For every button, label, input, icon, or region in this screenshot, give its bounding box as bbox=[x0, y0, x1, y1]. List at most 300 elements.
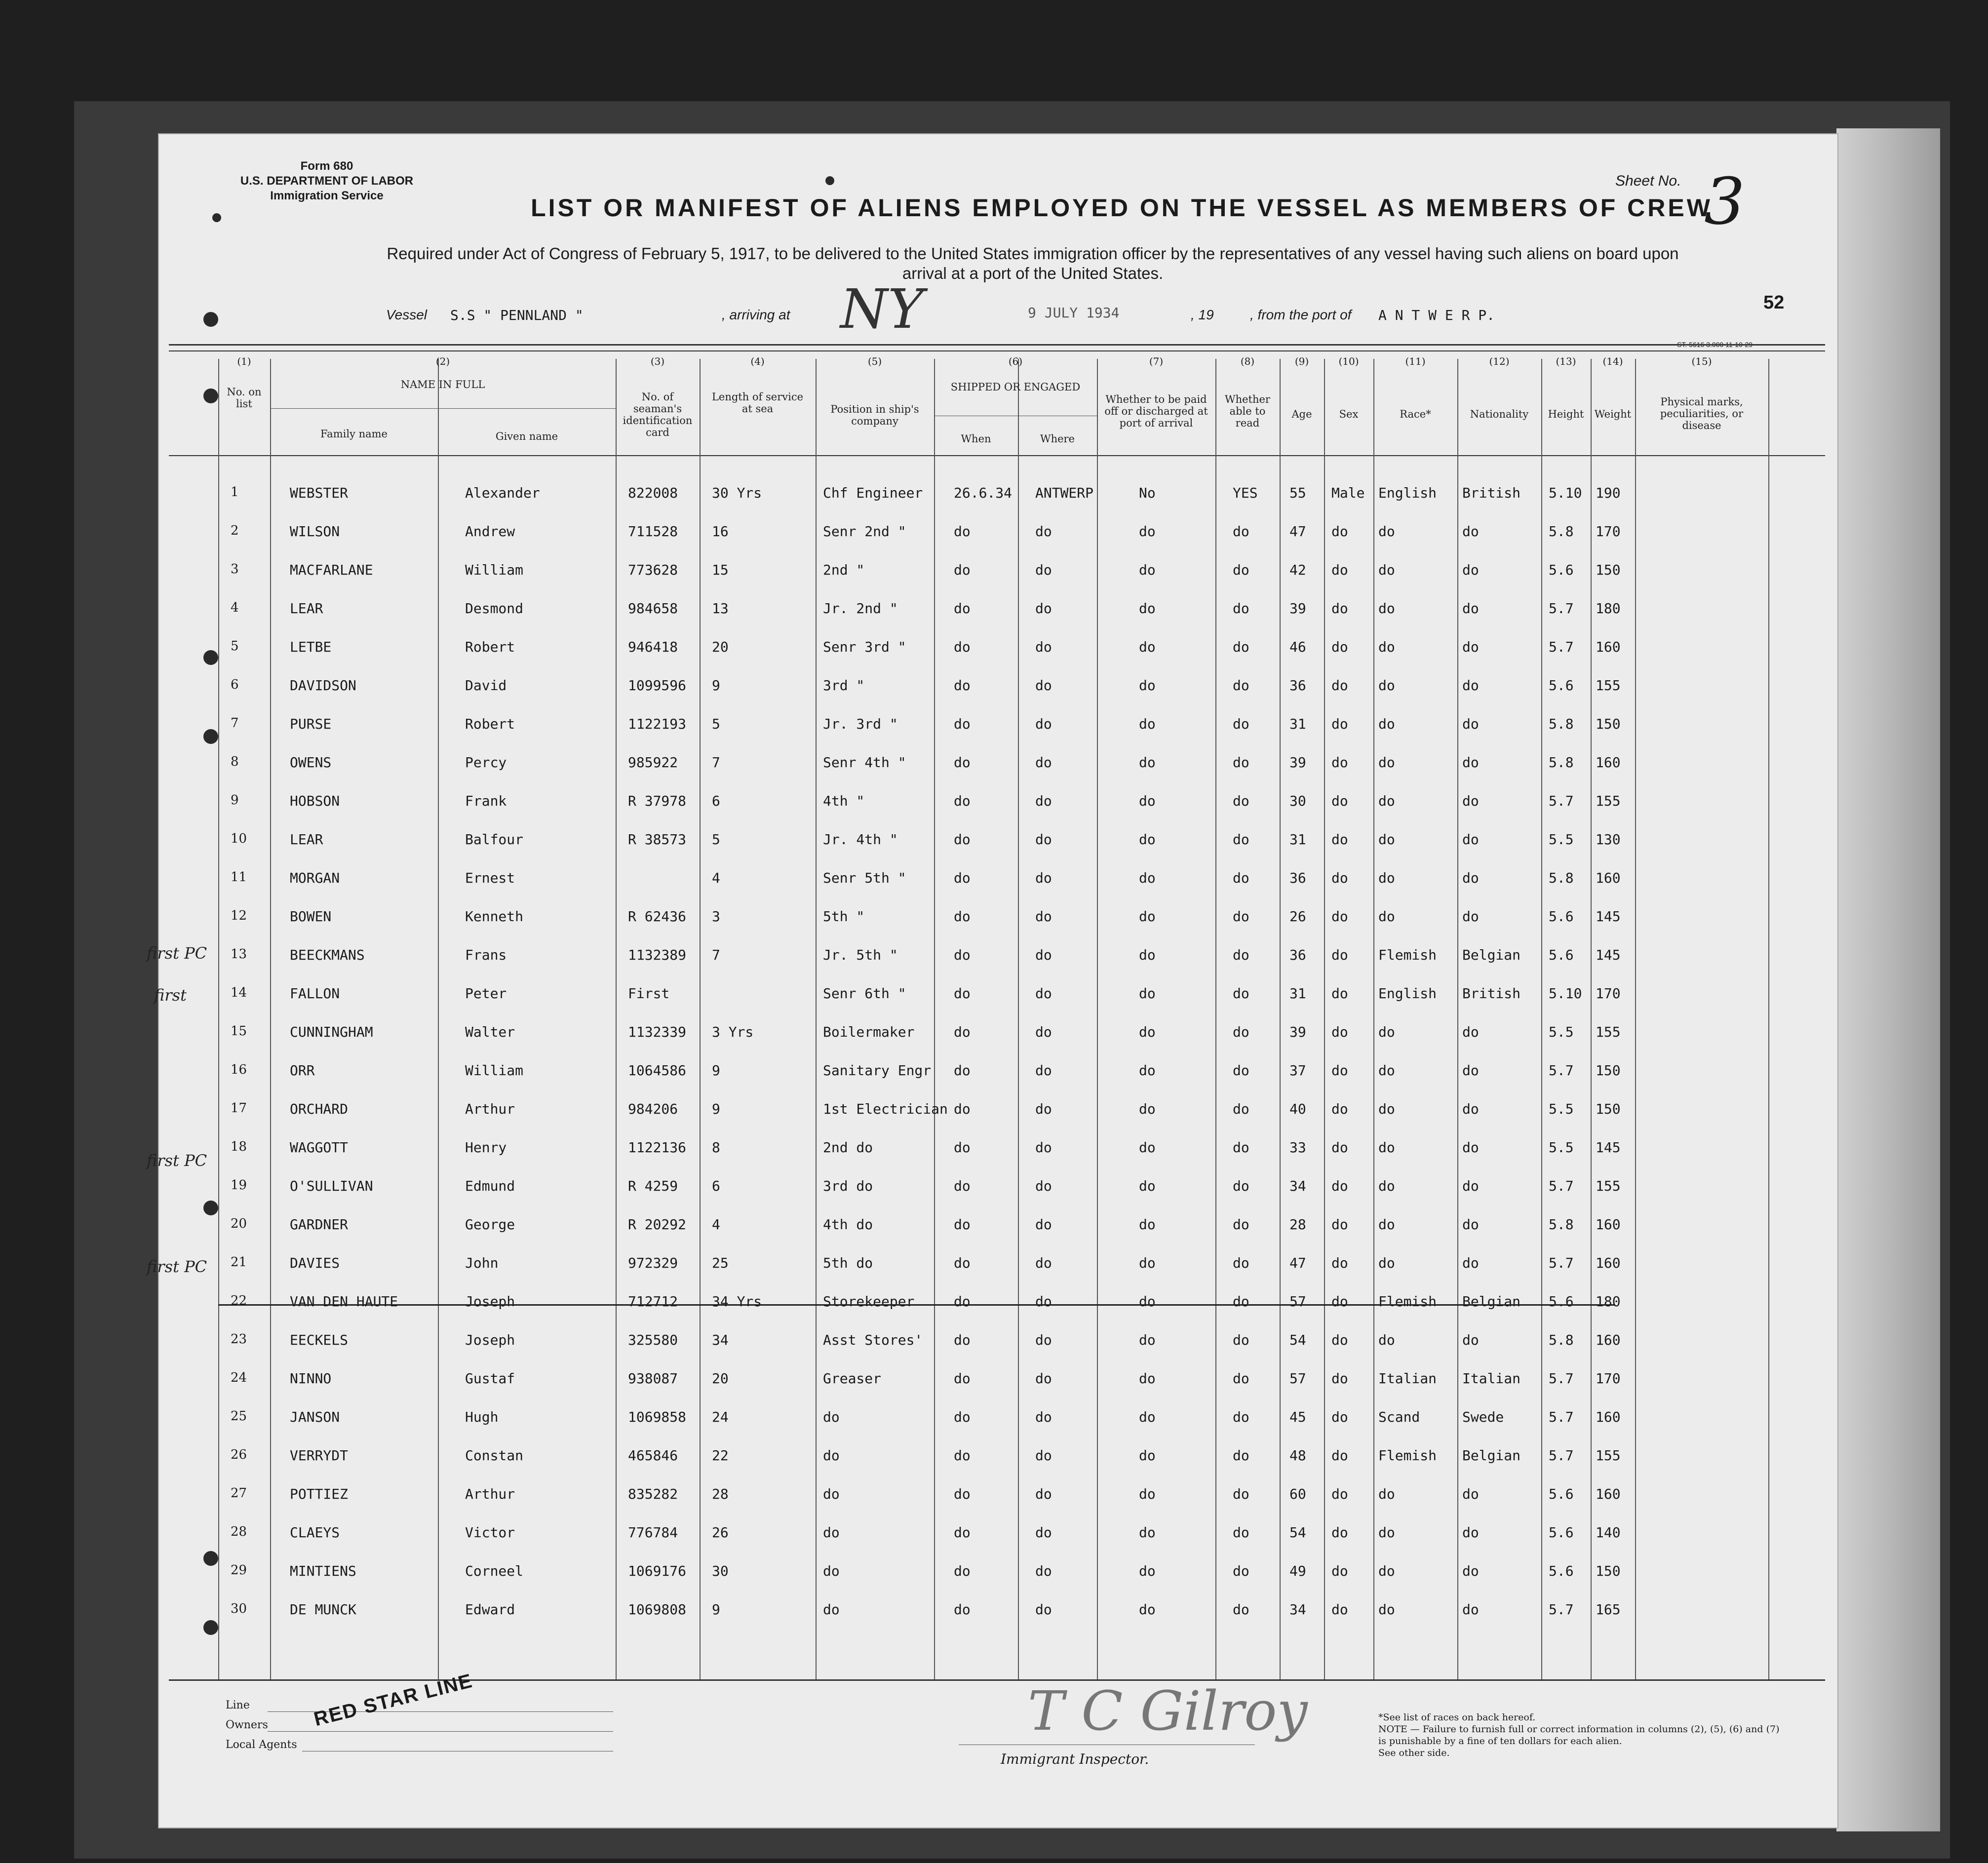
given-name: Percy bbox=[465, 754, 507, 771]
race: do bbox=[1378, 1332, 1395, 1348]
document-subtitle bbox=[277, 244, 1788, 283]
weight: 170 bbox=[1596, 985, 1621, 1002]
weight: 155 bbox=[1596, 1447, 1621, 1464]
shipped-where: do bbox=[1035, 639, 1052, 655]
weight: 155 bbox=[1596, 793, 1621, 809]
margin-note: first PC bbox=[147, 1257, 207, 1276]
length-of-service: 6 bbox=[712, 793, 720, 809]
nationality: do bbox=[1462, 1524, 1479, 1541]
nationality: do bbox=[1462, 1062, 1479, 1079]
nationality: do bbox=[1462, 1101, 1479, 1117]
paid-off: do bbox=[1139, 1062, 1156, 1079]
from-port-label: , from the port of bbox=[1250, 307, 1352, 322]
shipped-where: do bbox=[1035, 562, 1052, 578]
paid-off: do bbox=[1139, 908, 1156, 925]
position: 5th " bbox=[823, 908, 865, 925]
given-name: Frank bbox=[465, 793, 507, 809]
given-name: Hugh bbox=[465, 1409, 499, 1425]
race: do bbox=[1378, 793, 1395, 809]
shipped-when: do bbox=[954, 908, 971, 925]
length-of-service: 15 bbox=[712, 562, 729, 578]
given-name: Henry bbox=[465, 1139, 507, 1156]
sex: do bbox=[1331, 1101, 1348, 1117]
shipped-when: do bbox=[954, 793, 971, 809]
punch-hole bbox=[203, 729, 218, 744]
length-of-service: 7 bbox=[712, 947, 720, 963]
card-number: 711528 bbox=[628, 523, 678, 540]
length-of-service: 9 bbox=[712, 1601, 720, 1618]
card-number: 1099596 bbox=[628, 677, 687, 694]
sex: do bbox=[1331, 1370, 1348, 1387]
age: 48 bbox=[1289, 1447, 1306, 1464]
nationality: do bbox=[1462, 908, 1479, 925]
paid-off: do bbox=[1139, 1293, 1156, 1310]
subtitle-line-2: arrival at a port of the United States. bbox=[902, 264, 1164, 282]
weight: 150 bbox=[1596, 562, 1621, 578]
shipped-where: ANTWERP bbox=[1035, 485, 1094, 501]
able-to-read: do bbox=[1233, 1601, 1249, 1618]
position: Boilermaker bbox=[823, 1024, 915, 1040]
header-sex: Sex bbox=[1339, 408, 1359, 420]
given-name: David bbox=[465, 677, 507, 694]
position: 4th " bbox=[823, 793, 865, 809]
column-line bbox=[816, 359, 817, 1679]
height: 5.6 bbox=[1549, 1524, 1574, 1541]
shipped-when: do bbox=[954, 754, 971, 771]
nationality: do bbox=[1462, 639, 1479, 655]
row-number: 22 bbox=[231, 1293, 247, 1308]
sex: do bbox=[1331, 1601, 1348, 1618]
age: 30 bbox=[1289, 793, 1306, 809]
height: 5.7 bbox=[1549, 639, 1574, 655]
column-line bbox=[1280, 359, 1281, 1679]
col-num: (5) bbox=[867, 355, 882, 367]
col-num: (1) bbox=[237, 355, 251, 367]
family-name: LEAR bbox=[290, 600, 323, 617]
shipped-when: do bbox=[954, 1447, 971, 1464]
age: 57 bbox=[1289, 1293, 1306, 1310]
weight: 160 bbox=[1596, 1332, 1621, 1348]
col-num: (3) bbox=[650, 355, 665, 367]
inspector-signature: T C Gilroy bbox=[1028, 1679, 1308, 1743]
height: 5.8 bbox=[1549, 870, 1574, 886]
able-to-read: do bbox=[1233, 793, 1249, 809]
position: do bbox=[823, 1524, 840, 1541]
sex: do bbox=[1331, 870, 1348, 886]
column-line bbox=[1324, 359, 1325, 1679]
nationality: do bbox=[1462, 1216, 1479, 1233]
weight: 150 bbox=[1596, 716, 1621, 732]
given-name: Arthur bbox=[465, 1486, 515, 1502]
footer-rule bbox=[169, 1679, 1825, 1681]
height: 5.8 bbox=[1549, 1332, 1574, 1348]
weight: 140 bbox=[1596, 1524, 1621, 1541]
margin-note: first PC bbox=[147, 944, 207, 963]
column-line bbox=[1373, 359, 1374, 1679]
given-name: Peter bbox=[465, 985, 507, 1002]
age: 36 bbox=[1289, 677, 1306, 694]
paid-off: do bbox=[1139, 1447, 1156, 1464]
given-name: Alexander bbox=[465, 485, 540, 501]
shipped-when: do bbox=[954, 1062, 971, 1079]
sex: do bbox=[1331, 600, 1348, 617]
position: Greaser bbox=[823, 1370, 882, 1387]
owners-label: Owners bbox=[226, 1719, 268, 1731]
family-name: MACFARLANE bbox=[290, 562, 373, 578]
length-of-service: 5 bbox=[712, 831, 720, 848]
race: do bbox=[1378, 754, 1395, 771]
paid-off: do bbox=[1139, 754, 1156, 771]
race: do bbox=[1378, 1178, 1395, 1194]
height: 5.6 bbox=[1549, 562, 1574, 578]
paid-off: do bbox=[1139, 1601, 1156, 1618]
able-to-read: do bbox=[1233, 985, 1249, 1002]
position: Jr. 5th " bbox=[823, 947, 898, 963]
weight: 160 bbox=[1596, 639, 1621, 655]
card-number: 946418 bbox=[628, 639, 678, 655]
form-identification bbox=[228, 159, 426, 203]
nationality: do bbox=[1462, 754, 1479, 771]
shipped-when: do bbox=[954, 1101, 971, 1117]
sheet-label: Sheet No. bbox=[1615, 173, 1681, 189]
card-number: 938087 bbox=[628, 1370, 678, 1387]
race: do bbox=[1378, 870, 1395, 886]
family-name: LETBE bbox=[290, 639, 332, 655]
shipped-when: do bbox=[954, 562, 971, 578]
row-number: 3 bbox=[231, 562, 239, 577]
nationality: do bbox=[1462, 716, 1479, 732]
weight: 145 bbox=[1596, 908, 1621, 925]
paid-off: do bbox=[1139, 523, 1156, 540]
paid-off: do bbox=[1139, 1178, 1156, 1194]
given-name: Andrew bbox=[465, 523, 515, 540]
local-agents-label: Local Agents bbox=[226, 1739, 297, 1751]
race: do bbox=[1378, 1024, 1395, 1040]
height: 5.8 bbox=[1549, 754, 1574, 771]
length-of-service: 20 bbox=[712, 639, 729, 655]
col-num: (12) bbox=[1489, 355, 1510, 367]
department-name: U.S. DEPARTMENT OF LABOR bbox=[240, 174, 414, 188]
card-number: R 37978 bbox=[628, 793, 687, 809]
length-of-service: 9 bbox=[712, 1101, 720, 1117]
card-number: 984658 bbox=[628, 600, 678, 617]
given-name: Edward bbox=[465, 1601, 515, 1618]
row-number: 1 bbox=[231, 485, 239, 500]
family-name: DE MUNCK bbox=[290, 1601, 356, 1618]
height: 5.7 bbox=[1549, 1601, 1574, 1618]
row-number: 14 bbox=[231, 985, 247, 1000]
shipped-where: do bbox=[1035, 1101, 1052, 1117]
row-number: 24 bbox=[231, 1370, 247, 1385]
row-number: 21 bbox=[231, 1255, 247, 1270]
height: 5.8 bbox=[1549, 1216, 1574, 1233]
age: 39 bbox=[1289, 754, 1306, 771]
height: 5.5 bbox=[1549, 1024, 1574, 1040]
row-number: 19 bbox=[231, 1178, 247, 1193]
height: 5.7 bbox=[1549, 1178, 1574, 1194]
family-name: NINNO bbox=[290, 1370, 332, 1387]
able-to-read: do bbox=[1233, 1409, 1249, 1425]
family-name: JANSON bbox=[290, 1409, 340, 1425]
shipped-where: do bbox=[1035, 600, 1052, 617]
card-number: 972329 bbox=[628, 1255, 678, 1271]
position: 5th do bbox=[823, 1255, 873, 1271]
race: do bbox=[1378, 1062, 1395, 1079]
position: Senr 5th " bbox=[823, 870, 906, 886]
paid-off: No bbox=[1139, 485, 1156, 501]
age: 55 bbox=[1289, 485, 1306, 501]
shipped-when: do bbox=[954, 1178, 971, 1194]
position: Asst Stores' bbox=[823, 1332, 923, 1348]
paid-off: do bbox=[1139, 831, 1156, 848]
length-of-service: 26 bbox=[712, 1524, 729, 1541]
able-to-read: do bbox=[1233, 523, 1249, 540]
age: 31 bbox=[1289, 831, 1306, 848]
paid-off: do bbox=[1139, 1216, 1156, 1233]
sex: do bbox=[1331, 562, 1348, 578]
card-number: R 62436 bbox=[628, 908, 687, 925]
given-name: Constan bbox=[465, 1447, 524, 1464]
column-line bbox=[1018, 359, 1019, 1679]
height: 5.7 bbox=[1549, 793, 1574, 809]
height: 5.8 bbox=[1549, 523, 1574, 540]
shipped-where: do bbox=[1035, 1024, 1052, 1040]
shipped-when: 26.6.34 bbox=[954, 485, 1013, 501]
shipped-where: do bbox=[1035, 985, 1052, 1002]
sex: do bbox=[1331, 1255, 1348, 1271]
sex: do bbox=[1331, 1563, 1348, 1579]
punch-hole bbox=[203, 650, 218, 665]
length-of-service: 30 bbox=[712, 1563, 729, 1579]
shipped-when: do bbox=[954, 870, 971, 886]
given-name: Victor bbox=[465, 1524, 515, 1541]
shipped-where: do bbox=[1035, 523, 1052, 540]
height: 5.10 bbox=[1549, 985, 1582, 1002]
row-number: 17 bbox=[231, 1101, 247, 1116]
header-rule bbox=[169, 350, 1825, 351]
sex: do bbox=[1331, 947, 1348, 963]
age: 26 bbox=[1289, 908, 1306, 925]
able-to-read: do bbox=[1233, 1486, 1249, 1502]
row-number: 13 bbox=[231, 947, 247, 962]
able-to-read: do bbox=[1233, 639, 1249, 655]
position: 3rd do bbox=[823, 1178, 873, 1194]
card-number: R 20292 bbox=[628, 1216, 687, 1233]
shipped-where: do bbox=[1035, 754, 1052, 771]
nationality: do bbox=[1462, 870, 1479, 886]
row-number: 9 bbox=[231, 793, 239, 808]
family-name: CUNNINGHAM bbox=[290, 1024, 373, 1040]
family-name: POTTIEZ bbox=[290, 1486, 349, 1502]
length-of-service: 30 Yrs bbox=[712, 485, 762, 501]
col-num: (11) bbox=[1405, 355, 1426, 367]
weight: 130 bbox=[1596, 831, 1621, 848]
race: do bbox=[1378, 1101, 1395, 1117]
position: Senr 2nd " bbox=[823, 523, 906, 540]
row-number: 4 bbox=[231, 600, 239, 615]
row-number: 15 bbox=[231, 1024, 247, 1039]
nationality: British bbox=[1462, 485, 1521, 501]
row-number: 18 bbox=[231, 1139, 247, 1154]
age: 34 bbox=[1289, 1601, 1306, 1618]
card-number: 822008 bbox=[628, 485, 678, 501]
length-of-service: 3 bbox=[712, 908, 720, 925]
row-number: 20 bbox=[231, 1216, 247, 1231]
height: 5.7 bbox=[1549, 1255, 1574, 1271]
shipped-where: do bbox=[1035, 1332, 1052, 1348]
given-name: Balfour bbox=[465, 831, 524, 848]
punch-hole bbox=[203, 1551, 218, 1566]
length-of-service: 9 bbox=[712, 1062, 720, 1079]
age: 60 bbox=[1289, 1486, 1306, 1502]
header-length-of-service: Length of service at sea bbox=[711, 391, 804, 415]
able-to-read: do bbox=[1233, 716, 1249, 732]
weight: 150 bbox=[1596, 1563, 1621, 1579]
family-name: EECKELS bbox=[290, 1332, 349, 1348]
length-of-service: 13 bbox=[712, 600, 729, 617]
height: 5.6 bbox=[1549, 677, 1574, 694]
paid-off: do bbox=[1139, 985, 1156, 1002]
penalty-note: NOTE — Failure to furnish full or correct information in columns (2), (5), (6) and (7) is punishable by a fine of ten dollars for each alien. bbox=[1378, 1724, 1780, 1747]
paid-off: do bbox=[1139, 870, 1156, 886]
shipped-where: do bbox=[1035, 1216, 1052, 1233]
race: do bbox=[1378, 600, 1395, 617]
sheet-number: 3 bbox=[1704, 164, 1745, 239]
sex: do bbox=[1331, 523, 1348, 540]
row-number: 16 bbox=[231, 1062, 247, 1077]
age: 57 bbox=[1289, 1370, 1306, 1387]
shipped-when: do bbox=[954, 1524, 971, 1541]
shipped-when: do bbox=[954, 1563, 971, 1579]
sex: do bbox=[1331, 1293, 1348, 1310]
header-position: Position in ship's company bbox=[830, 403, 919, 427]
sex: do bbox=[1331, 754, 1348, 771]
shipped-when: do bbox=[954, 831, 971, 848]
age: 39 bbox=[1289, 1024, 1306, 1040]
nationality: do bbox=[1462, 677, 1479, 694]
given-name: Ernest bbox=[465, 870, 515, 886]
nationality: Belgian bbox=[1462, 1293, 1521, 1310]
given-name: John bbox=[465, 1255, 499, 1271]
sex: do bbox=[1331, 1178, 1348, 1194]
nationality: do bbox=[1462, 831, 1479, 848]
weight: 160 bbox=[1596, 1216, 1621, 1233]
sex: do bbox=[1331, 716, 1348, 732]
given-name: Joseph bbox=[465, 1332, 515, 1348]
given-name: Robert bbox=[465, 639, 515, 655]
given-name: Frans bbox=[465, 947, 507, 963]
weight: 170 bbox=[1596, 1370, 1621, 1387]
sex: do bbox=[1331, 1524, 1348, 1541]
shipped-where: do bbox=[1035, 716, 1052, 732]
card-number: 1069858 bbox=[628, 1409, 687, 1425]
header-paid-off: Whether to be paid off or discharged at port of arrival bbox=[1104, 393, 1208, 429]
vessel-name: S.S " PENNLAND " bbox=[450, 307, 584, 323]
paid-off: do bbox=[1139, 639, 1156, 655]
stacked-pages-edge bbox=[1836, 128, 1940, 1831]
able-to-read: do bbox=[1233, 677, 1249, 694]
nationality: do bbox=[1462, 1332, 1479, 1348]
column-line bbox=[934, 359, 935, 1679]
col-num: (13) bbox=[1556, 355, 1576, 367]
race: do bbox=[1378, 1139, 1395, 1156]
shipped-where: do bbox=[1035, 1139, 1052, 1156]
position: Senr 6th " bbox=[823, 985, 906, 1002]
family-name: O'SULLIVAN bbox=[290, 1178, 373, 1194]
column-line bbox=[1768, 359, 1769, 1679]
position: Storekeeper bbox=[823, 1293, 915, 1310]
age: 28 bbox=[1289, 1216, 1306, 1233]
header-age: Age bbox=[1291, 408, 1312, 420]
race: Flemish bbox=[1378, 947, 1437, 963]
able-to-read: do bbox=[1233, 1216, 1249, 1233]
shipped-where: do bbox=[1035, 1409, 1052, 1425]
family-name: WILSON bbox=[290, 523, 340, 540]
row-number: 6 bbox=[231, 677, 239, 692]
row-number: 28 bbox=[231, 1524, 247, 1539]
card-number: 835282 bbox=[628, 1486, 678, 1502]
shipped-where: do bbox=[1035, 831, 1052, 848]
sex: do bbox=[1331, 1139, 1348, 1156]
row-number: 12 bbox=[231, 908, 247, 923]
age: 42 bbox=[1289, 562, 1306, 578]
paid-off: do bbox=[1139, 793, 1156, 809]
family-name: ORR bbox=[290, 1062, 315, 1079]
weight: 155 bbox=[1596, 677, 1621, 694]
card-number: R 4259 bbox=[628, 1178, 678, 1194]
race: Scand bbox=[1378, 1409, 1420, 1425]
length-of-service: 22 bbox=[712, 1447, 729, 1464]
height: 5.5 bbox=[1549, 1101, 1574, 1117]
arriving-port: NY bbox=[840, 277, 924, 341]
height: 5.8 bbox=[1549, 716, 1574, 732]
able-to-read: do bbox=[1233, 1255, 1249, 1271]
row-number: 7 bbox=[231, 716, 239, 731]
header-height: Height bbox=[1548, 408, 1584, 420]
given-name: Desmond bbox=[465, 600, 524, 617]
nationality: do bbox=[1462, 600, 1479, 617]
nationality: do bbox=[1462, 1024, 1479, 1040]
race: do bbox=[1378, 1601, 1395, 1618]
punch-hole bbox=[203, 1620, 218, 1635]
height: 5.7 bbox=[1549, 1370, 1574, 1387]
position: Senr 3rd " bbox=[823, 639, 906, 655]
shipped-where: do bbox=[1035, 1370, 1052, 1387]
row-number: 25 bbox=[231, 1409, 247, 1424]
weight: 150 bbox=[1596, 1101, 1621, 1117]
weight: 160 bbox=[1596, 1409, 1621, 1425]
able-to-read: do bbox=[1233, 562, 1249, 578]
race: English bbox=[1378, 985, 1437, 1002]
length-of-service: 4 bbox=[712, 1216, 720, 1233]
card-number: 1122136 bbox=[628, 1139, 687, 1156]
able-to-read: do bbox=[1233, 1062, 1249, 1079]
nationality: do bbox=[1462, 1486, 1479, 1502]
length-of-service: 16 bbox=[712, 523, 729, 540]
card-number: 465846 bbox=[628, 1447, 678, 1464]
nationality: do bbox=[1462, 793, 1479, 809]
position: Jr. 2nd " bbox=[823, 600, 898, 617]
family-name: MINTIENS bbox=[290, 1563, 356, 1579]
length-of-service: 34 Yrs bbox=[712, 1293, 762, 1310]
family-name: BOWEN bbox=[290, 908, 332, 925]
header-name-in-full: NAME IN FULL bbox=[400, 379, 485, 390]
margin-note: first bbox=[154, 986, 187, 1005]
sex: do bbox=[1331, 639, 1348, 655]
nationality: British bbox=[1462, 985, 1521, 1002]
nationality: do bbox=[1462, 1139, 1479, 1156]
nationality: do bbox=[1462, 1563, 1479, 1579]
